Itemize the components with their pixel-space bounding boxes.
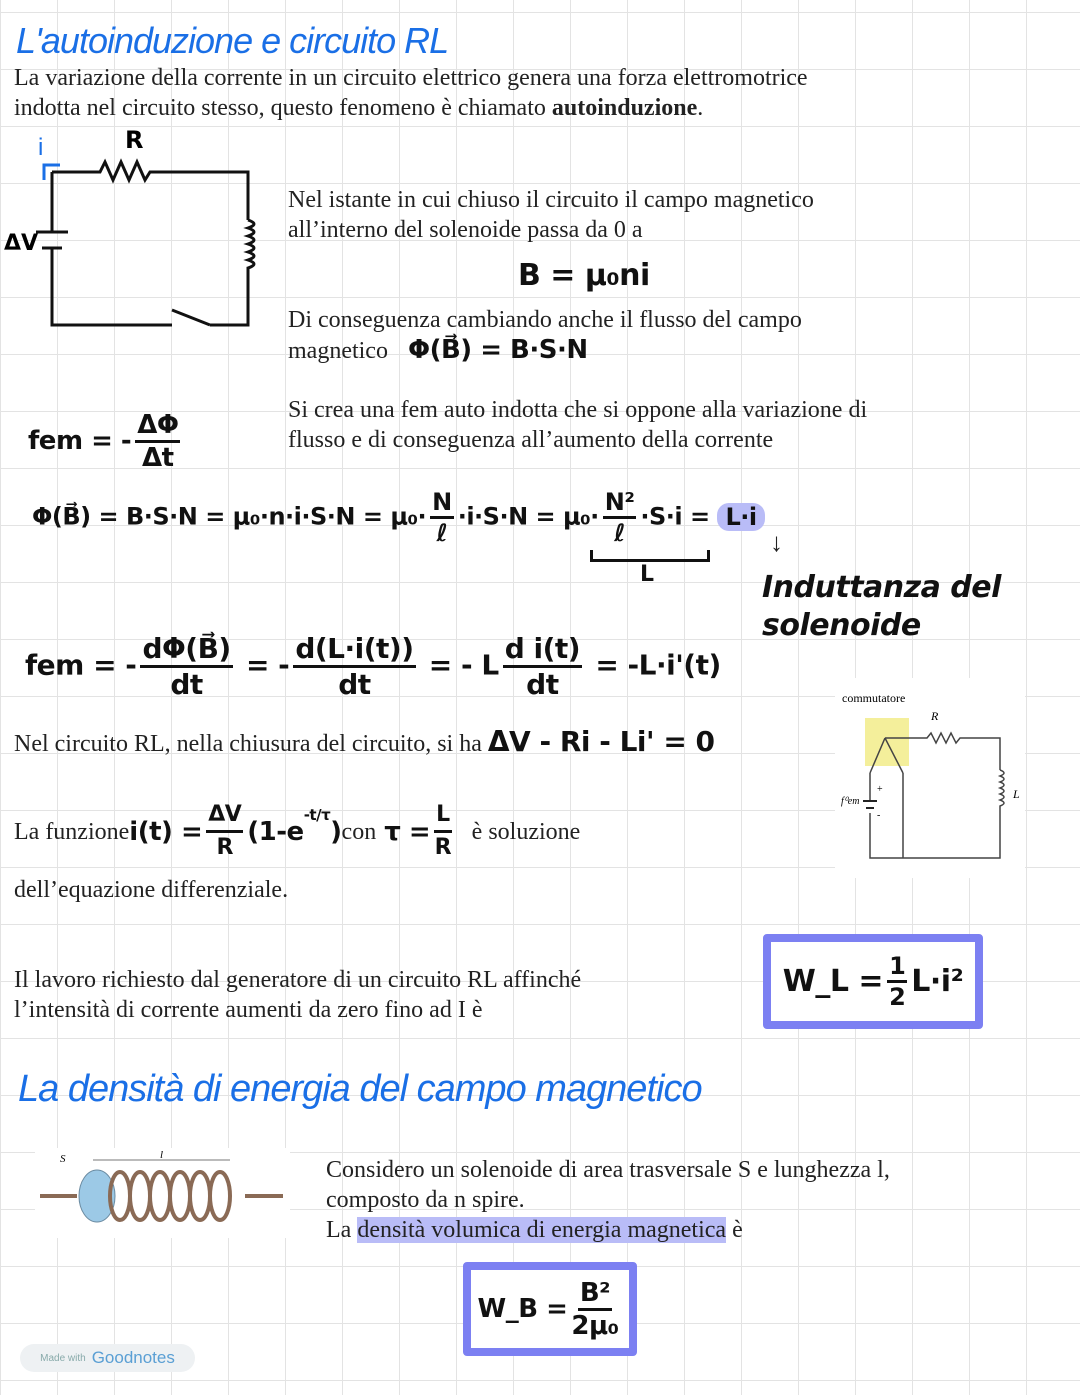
- work-num: 1: [887, 952, 907, 983]
- page-title: L'autoinduzione e circuito RL: [16, 20, 449, 61]
- fem-eq-n1: dΦ(B⃗): [140, 632, 232, 668]
- p2-line-2: [288, 335, 588, 366]
- dens-line-3: [326, 1215, 743, 1245]
- badge-made: Made with: [40, 1352, 86, 1364]
- func-lhs: i(t) =: [129, 816, 203, 847]
- fem-eq-lhs: fem = -: [25, 648, 137, 682]
- dens-line-2: composto da n spire.: [326, 1187, 525, 1213]
- intro-line-1: La variazione della corrente in un circuito elettrico genera una forza elettromotrice: [14, 65, 808, 91]
- p2-line-1: Di conseguenza cambiando anche il flusso del campo: [288, 307, 802, 333]
- p2-text: magnetico: [288, 338, 388, 364]
- goodnotes-badge: [20, 1344, 195, 1372]
- func-exp: -t/τ: [303, 806, 331, 824]
- fig-plus: +: [877, 784, 883, 795]
- rl-equation: ΔV - Ri - Li' = 0: [487, 725, 715, 758]
- func-den: R: [216, 835, 233, 860]
- fig-l-label: L: [1013, 787, 1020, 801]
- func-tau: τ =: [384, 816, 431, 847]
- badge-brand: Goodnotes: [91, 1348, 175, 1367]
- intro-text: indotta nel circuito stesso, questo fenomeno è chiamato: [14, 95, 552, 121]
- rl-text: Nel circuito RL, nella chiusura del circuito, si ha: [14, 731, 482, 757]
- intro-end: .: [697, 95, 704, 121]
- eq-n1: N: [430, 488, 454, 519]
- func-close: ): [330, 816, 342, 847]
- func-mid: (1-e: [247, 816, 304, 847]
- func-line-2: dell’equazione differenziale.: [14, 877, 289, 903]
- resistor-label: R: [125, 126, 144, 154]
- func-tn: L: [434, 800, 452, 833]
- p1-line-2: all’interno del solenoide passa da 0 a: [288, 217, 643, 243]
- eq-n2: N²: [603, 488, 637, 519]
- fig-minus: -: [877, 810, 881, 821]
- func-pre: La funzione: [14, 818, 130, 845]
- work-rhs: L·i²: [911, 964, 964, 999]
- formula-flux: Φ(B⃗) = B·S·N: [407, 335, 588, 365]
- section-heading: La densità di energia del campo magnetico: [18, 1068, 702, 1110]
- work-formula-box: [763, 934, 983, 1029]
- fem-delta-formula: [28, 410, 184, 473]
- fem-lhs: fem = -: [28, 426, 132, 456]
- dens-den: 2μ₀: [571, 1310, 619, 1341]
- arrow-down-icon: ↓: [770, 528, 783, 557]
- p3-line-1: Si crea una fem auto indotta che si oppone alla variazione di: [288, 397, 868, 423]
- dens-line-1: Considero un solenoide di area trasversale S e lunghezza l,: [326, 1157, 890, 1183]
- eq-d2: ℓ: [614, 519, 625, 547]
- func-num: ΔV: [206, 800, 243, 833]
- inductance-note-1: Induttanza del: [762, 570, 1001, 605]
- underbrace: [590, 550, 710, 562]
- eq-li-highlight: L·i: [717, 503, 764, 531]
- eq-part-b: ·i·S·N = μ₀·: [457, 502, 599, 531]
- func-con: con: [341, 818, 377, 845]
- p1-line-1: Nel istante in cui chiuso il circuito il campo magnetico: [288, 187, 814, 213]
- fem-eq-d1: dt: [170, 668, 203, 701]
- fem-eq-e1: = -: [245, 648, 290, 682]
- fem-eq-e3: = -L·i'(t): [595, 648, 721, 682]
- voltage-label: ΔV: [4, 231, 39, 256]
- fem-derivative-equation: [25, 632, 721, 701]
- solenoid-figure: [35, 1148, 290, 1238]
- work-line-2: l’intensità di corrente aumenti da zero fino ad I è: [14, 997, 483, 1023]
- fig-r-label: R: [931, 709, 939, 723]
- work-lhs: W_L =: [782, 964, 884, 999]
- dens-post: è: [726, 1217, 743, 1243]
- p3-line-2: flusso e di conseguenza all’aumento della corrente: [288, 427, 774, 453]
- flux-long-equation: [32, 488, 765, 547]
- fem-eq-e2: = - L: [428, 648, 499, 682]
- intro-bold: autoinduzione: [551, 95, 698, 121]
- fig-fem-label: f⁰em: [841, 796, 860, 807]
- dens-highlight: densità volumica di energia magnetica: [357, 1217, 727, 1243]
- dens-num: B²: [578, 1278, 612, 1311]
- func-post: è soluzione: [471, 818, 581, 845]
- current-label: i: [38, 134, 44, 161]
- fem-eq-n3: d i(t): [503, 632, 582, 668]
- work-den: 2: [889, 983, 906, 1011]
- fem-den: Δt: [142, 443, 174, 473]
- fem-eq-d3: dt: [526, 668, 559, 701]
- fem-num: ΔΦ: [135, 410, 180, 443]
- function-line: [14, 800, 580, 863]
- commutator-figure: [835, 678, 1025, 878]
- brace-label: L: [640, 562, 654, 587]
- eq-part-a: Φ(B⃗) = B·S·N = μ₀·n·i·S·N = μ₀·: [32, 502, 427, 531]
- dens-lhs: W_B =: [477, 1294, 568, 1324]
- rl-circuit-diagram: [0, 120, 290, 340]
- s-label: S: [60, 1153, 66, 1165]
- intro-line-2: [14, 93, 703, 123]
- rl-line: [14, 727, 715, 759]
- eq-d1: ℓ: [436, 519, 448, 547]
- commutator-label: commutatore: [842, 691, 906, 705]
- inductance-note-2: solenoide: [762, 608, 921, 643]
- l-label: l: [160, 1149, 164, 1161]
- func-td: R: [434, 835, 452, 860]
- eq-part-c: ·S·i =: [640, 502, 718, 531]
- dens-pre: La: [326, 1217, 358, 1243]
- fem-eq-n2: d(L·i(t)): [293, 632, 415, 668]
- density-formula-box: [463, 1262, 637, 1356]
- formula-b: B = μ₀ni: [518, 258, 650, 293]
- fem-eq-d2: dt: [338, 668, 371, 701]
- work-line-1: Il lavoro richiesto dal generatore di un circuito RL affinché: [14, 967, 582, 993]
